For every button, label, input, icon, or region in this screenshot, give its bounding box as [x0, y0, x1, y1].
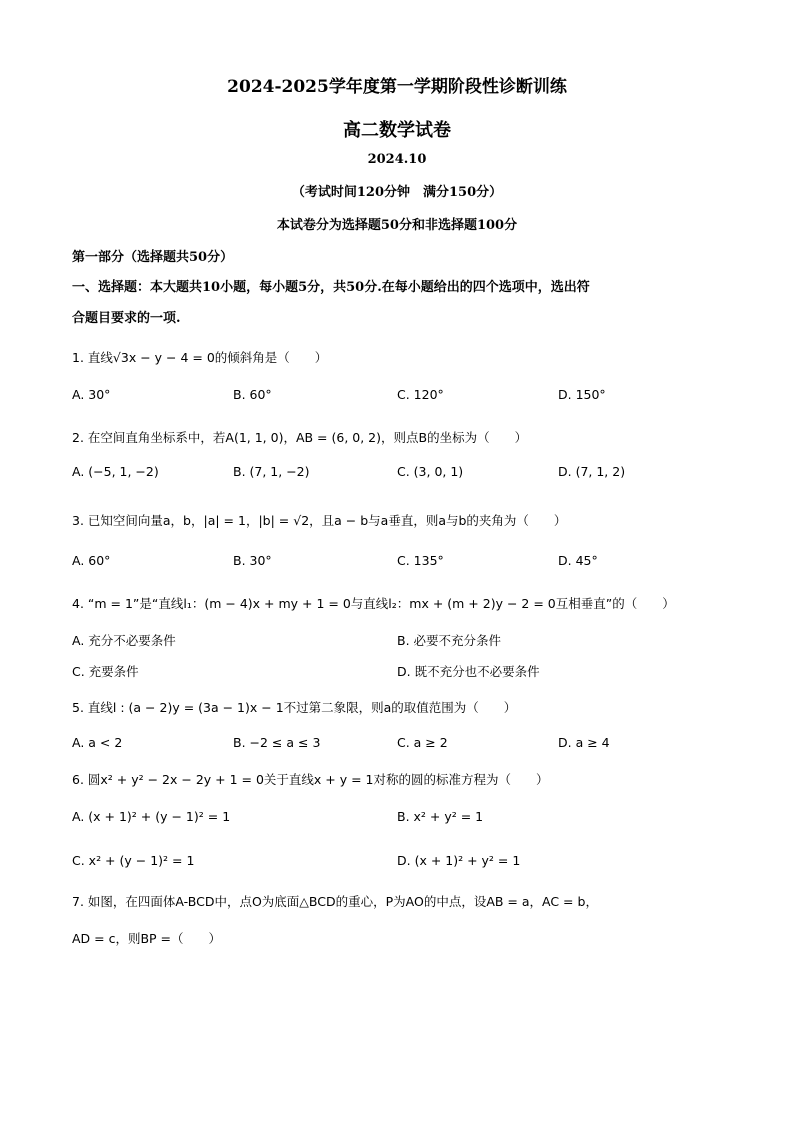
question-3-option-d: D. 45°: [558, 553, 598, 568]
question-6-stem: 6. 圆x² + y² − 2x − 2y + 1 = 0关于直线x + y = 1对称的圆的标准方程为（ ）: [72, 772, 549, 787]
question-4-option-a: A. 充分不必要条件: [72, 633, 176, 648]
question-5-option-b: B. −2 ≤ a ≤ 3: [233, 735, 321, 750]
exam-title: 2024-2025学年度第一学期阶段性诊断训练: [227, 77, 567, 97]
question-2-option-c: C. (3, 0, 1): [397, 464, 464, 479]
question-5-stem: 5. 直线l : (a − 2)y = (3a − 1)x − 1不过第二象限，则a的取值范围为（ ）: [72, 700, 517, 715]
question-2-option-a: A. (−5, 1, −2): [72, 464, 159, 479]
question-2-option-d: D. (7, 1, 2): [558, 464, 626, 479]
question-4-option-c: C. 充要条件: [72, 664, 139, 679]
exam-subtitle: 高二数学试卷: [343, 120, 451, 141]
question-6-option-a: A. (x + 1)² + (y − 1)² = 1: [72, 809, 231, 824]
exam-time-info: （考试时间120分钟 满分150分）: [291, 185, 503, 200]
section-instruction-line2: 合题目要求的一项.: [72, 311, 181, 326]
question-7-stem-line1: 7. 如图，在四面体A-BCD中，点O为底面△BCD的重心，P为AO的中点，设AB = a，AC = b，: [72, 894, 598, 909]
question-3-stem: 3. 已知空间向量a，b，|a| = 1，|b| = √2，且a − b与a垂直，则a与b的夹角为（ ）: [72, 513, 567, 528]
question-1-option-a: A. 30°: [72, 387, 111, 402]
exam-date: 2024.10: [367, 152, 427, 167]
question-1-option-d: D. 150°: [558, 387, 606, 402]
question-4-option-d: D. 既不充分也不必要条件: [397, 664, 540, 679]
question-1-option-b: B. 60°: [233, 387, 272, 402]
question-3-option-a: A. 60°: [72, 553, 111, 568]
question-6-option-c: C. x² + (y − 1)² = 1: [72, 853, 195, 868]
question-2-stem: 2. 在空间直角坐标系中，若A(1, 1, 0)，AB = (6, 0, 2)，则点B的坐标为（ ）: [72, 430, 528, 445]
part1-heading: 第一部分（选择题共50分）: [72, 250, 234, 265]
question-7-stem-line2: AD = c，则BP =（ ）: [72, 931, 222, 946]
question-2-option-b: B. (7, 1, −2): [233, 464, 310, 479]
question-1-stem: 1. 直线√3x − y − 4 = 0的倾斜角是（ ）: [72, 350, 328, 365]
question-4-option-b: B. 必要不充分条件: [397, 633, 502, 648]
question-5-option-a: A. a < 2: [72, 735, 123, 750]
exam-score-info: 本试卷分为选择题50分和非选择题100分: [276, 218, 518, 233]
question-4-stem: 4. “m = 1”是“直线l₁：(m − 4)x + my + 1 = 0与直线l₂：mx + (m + 2)y − 2 = 0互相垂直”的（ ）: [72, 596, 675, 611]
question-6-option-d: D. (x + 1)² + y² = 1: [397, 853, 521, 868]
question-6-option-b: B. x² + y² = 1: [397, 809, 484, 824]
question-5-option-c: C. a ≥ 2: [397, 735, 448, 750]
section-instruction-line1: 一、选择题：本大题共10小题，每小题5分，共50分.在每小题给出的四个选项中，选出符: [72, 280, 590, 295]
question-5-option-d: D. a ≥ 4: [558, 735, 610, 750]
question-1-option-c: C. 120°: [397, 387, 444, 402]
question-3-option-b: B. 30°: [233, 553, 272, 568]
question-3-option-c: C. 135°: [397, 553, 444, 568]
